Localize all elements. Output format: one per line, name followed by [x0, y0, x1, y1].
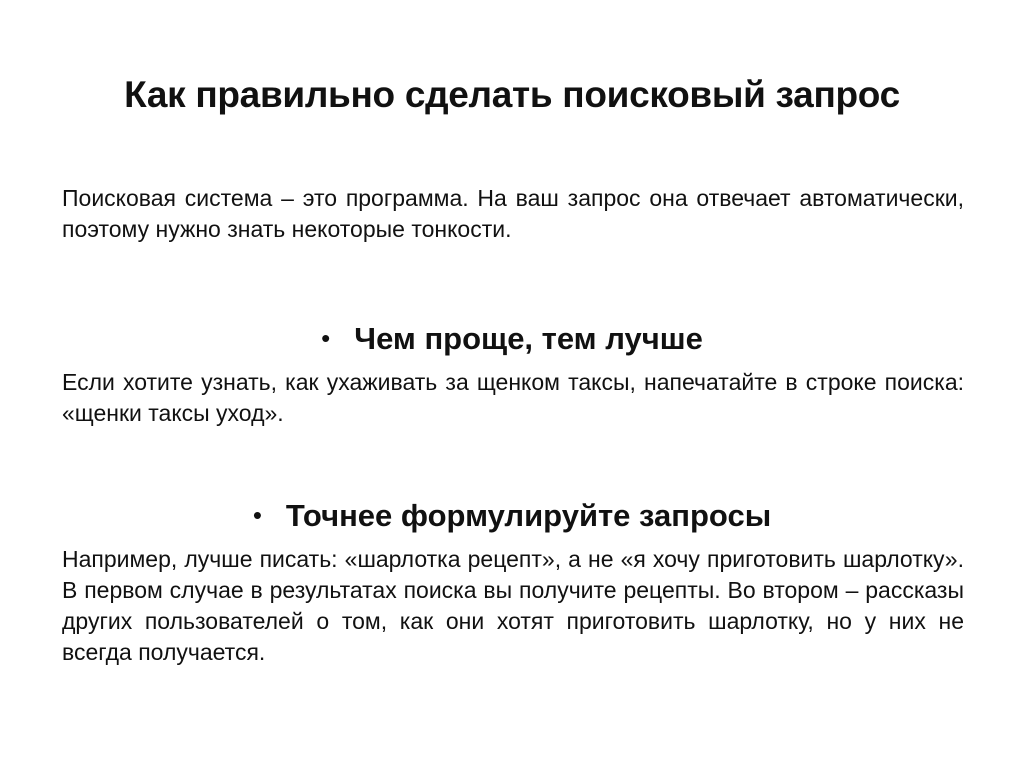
bullet-heading-simple — [0, 317, 1024, 360]
intro-paragraph: Поисковая система – это программа. На ваш запрос она отвечает автоматически, поэтому нужно знать некоторые тонкости. — [62, 185, 964, 242]
bullet-marker: • — [321, 323, 331, 353]
slide-title: Как правильно сделать поисковый запрос — [124, 74, 900, 115]
bullet-paragraph-precise: Например, лучше писать: «шарлотка рецепт», а не «я хочу приготовить шарлотку». В первом случае в результатах поиска вы получите рецепты. Во втором – рассказы других пользователей о том, как они хотят приготовить шарлотку, но у них не всегда получается. — [62, 546, 964, 665]
bullet-marker: • — [252, 500, 262, 530]
bullet-heading-precise — [0, 494, 1024, 537]
bullet-heading-text: Чем проще, тем лучше — [354, 321, 703, 356]
bullet-paragraph-simple: Если хотите узнать, как ухаживать за щенком таксы, напечатайте в строке поиска: «щенки таксы уход». — [62, 369, 964, 426]
bullet-heading-text: Точнее формулируйте запросы — [285, 498, 772, 533]
